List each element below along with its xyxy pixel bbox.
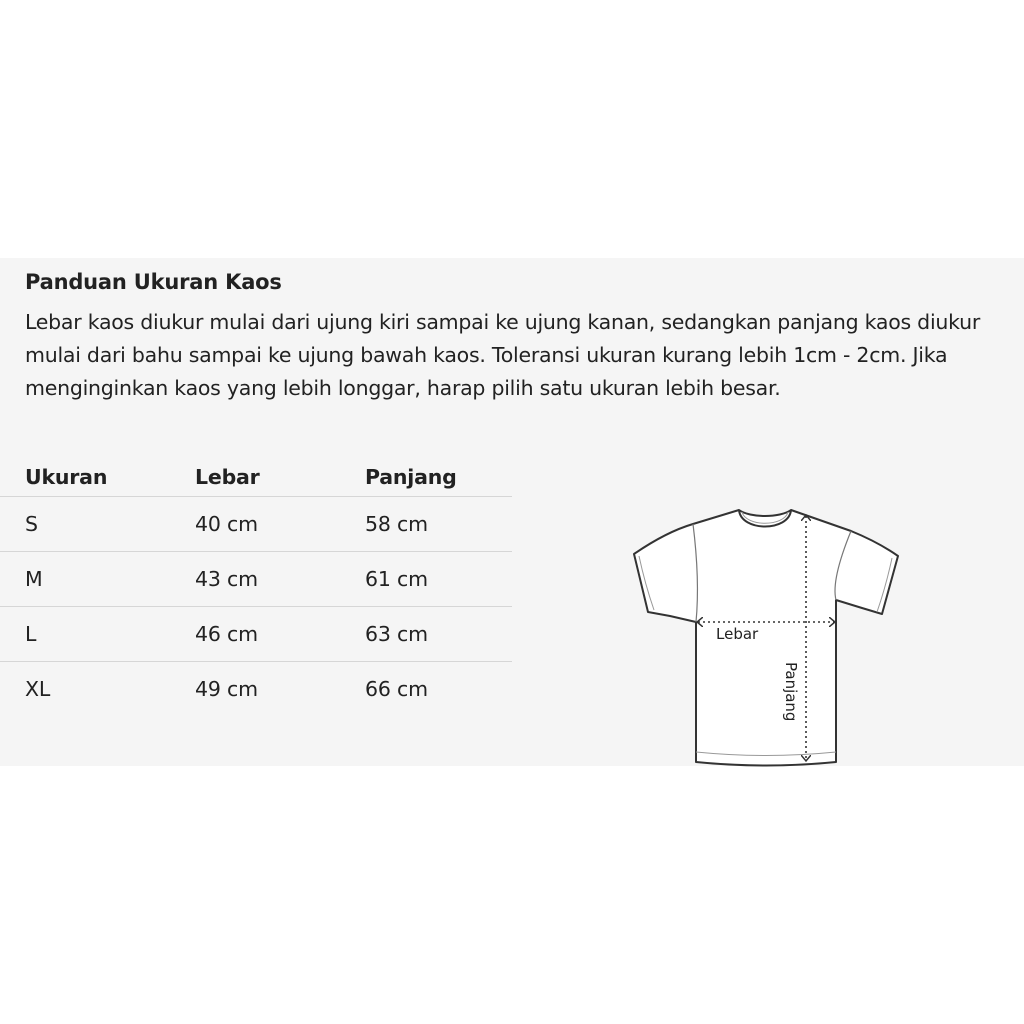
cell-length: 61 cm <box>365 552 512 607</box>
table-row <box>0 662 512 717</box>
guide-title: Panduan Ukuran Kaos <box>25 270 282 294</box>
cell-length: 63 cm <box>365 607 512 662</box>
tshirt-outline <box>634 510 898 766</box>
length-label: Panjang <box>782 662 800 722</box>
table-row <box>0 497 512 552</box>
cell-length: 66 cm <box>365 677 428 701</box>
cell-width: 49 cm <box>195 677 258 701</box>
cell-size: L <box>0 607 195 662</box>
cell-width: 43 cm <box>195 552 365 607</box>
cell-width: 46 cm <box>195 607 365 662</box>
guide-description: Lebar kaos diukur mulai dari ujung kiri sampai ke ujung kanan, sedangkan panjang kaos diukur mulai dari bahu sampai ke ujung bawah kaos. Toleransi ukuran kurang lebih 1cm - 2cm. Jika menginginkan kaos yang lebih longgar, harap pilih satu ukuran lebih besar. <box>25 310 981 400</box>
cell-size: S <box>0 497 195 552</box>
cell-length: 58 cm <box>365 497 512 552</box>
header-ukuran: Ukuran <box>0 458 195 497</box>
table-row <box>0 552 512 607</box>
table-row <box>0 607 512 662</box>
size-table <box>0 458 512 716</box>
table-header-row <box>0 458 512 497</box>
header-panjang: Panjang <box>365 458 512 497</box>
width-label: Lebar <box>716 625 759 643</box>
tshirt-icon <box>626 496 904 772</box>
header-lebar: Lebar <box>195 458 365 497</box>
cell-width: 40 cm <box>195 497 365 552</box>
cell-size: XL <box>25 677 51 701</box>
cell-size: M <box>0 552 195 607</box>
